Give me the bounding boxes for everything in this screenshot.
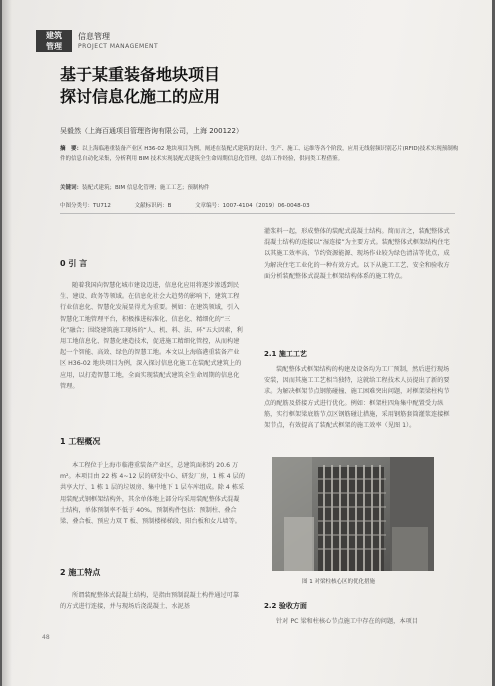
heading-acceptance: 2.2 验收方面 bbox=[264, 602, 307, 610]
keywords: 关键词：装配式建筑；BIM 信息化管理；施工工艺；预制构件 bbox=[60, 185, 210, 191]
journal-page bbox=[2, 0, 492, 686]
construction-process-text: 装配整体式框架结构的构建及设备均为工厂预制，然后进行现场安装，因而其施工工艺相当独特，这就给工程技术人员提出了新的要求。为解决框架节点钢筋碰撞、施工困难突出问题，对框架梁柱构节点的配筋及搭接方式进行优化。例如：框架柱四角集中配置受力纵筋，实行框架梁底筋节点区钢筋碰让措施，采用钢筋套筒灌浆连接框架节点，有效提高了装配式框架的施工效率（见图 1）。 bbox=[264, 366, 450, 430]
introduction-text: 随着我国向智慧化城市建设迈进，信息化应用将逐步渗透到民生、建设、政务等领域。在信息化社会大趋势的影响下，建筑工程行业信息化、智慧化发展显得尤为重要。例如：在建筑领域，引入智慧化工地管理平台，积极推进标准化、信息化、精细化的“三化”融合；围绕建筑施工现场的“人、机、料、法、环”五大因素，利用工地信息化、智慧化建造技术，促进施工精细化管控，从而构建起一个智能、高效、绿色的智慧工地。本文以上海临港重装备产业区 H36-02 地块项目为例，深入探讨信息化施工在装配式建筑上的应用，以打造智慧工地，全面实现装配式建筑全生命周期的信息化管理。 bbox=[60, 282, 243, 390]
page-number: 48 bbox=[42, 634, 50, 641]
section-title-en: PROJECT MANAGEMENT bbox=[78, 43, 159, 50]
journal-logo: 建筑 管理 bbox=[36, 30, 72, 52]
figure-1-photo bbox=[272, 457, 434, 571]
heading-project-overview: 1 工程概况 bbox=[60, 437, 101, 446]
heading-construction-process: 2.1 施工工艺 bbox=[264, 350, 307, 358]
section-title: 信息管理 bbox=[78, 32, 110, 41]
abstract: 摘 要：以上海临港重装备产业区 H36-02 地块项目为例，阐述在装配式建筑的设计、生产、施工、运维等各个阶段，应用无线射频识别芯片(RFID)技术实现预制构件的信息自动化采集，分析利用 BIM 技术实现装配式建筑全生命周期信息化管理，总结工作经验，供同类工程借鉴。 bbox=[60, 146, 459, 162]
continued-text: 灌浆料一起，形成整体的装配式混凝土结构。简而言之，装配整体式混凝土结构的连接以“湿连接”为主要方式。装配整体式框架结构住宅以其施工效率高、节约资源能源、现场作业较为绿色清洁等优点，成为解决住宅工业化的一种有效方式。以下从施工工艺、安全和验收方面分析装配整体式混凝土框架结构体系的施工特点。 bbox=[264, 228, 450, 280]
acceptance-text: 针对 PC 梁和柱核心节点施工中存在的问题，本项目 bbox=[276, 618, 418, 625]
figure-1-caption: 图 1 对梁柱核心区的优化措施 bbox=[302, 579, 375, 585]
construction-features-text: 所谓装配整体式混凝土结构，是指由预制混凝土构件通过可靠的方式进行连接，并与现场后浇混凝土、水泥基 bbox=[60, 592, 240, 611]
rebar-formwork-photo bbox=[272, 457, 434, 571]
heading-construction-features: 2 施工特点 bbox=[60, 568, 101, 577]
header-divider bbox=[60, 213, 455, 214]
heading-introduction: 0 引 言 bbox=[60, 259, 88, 268]
page-binding-shadow bbox=[2, 0, 12, 686]
article-author: 吴毅然（上海百通项目管理咨询有限公司，上海 200122） bbox=[60, 127, 243, 135]
article-title: 基于某重装备地块项目 探讨信息化施工的应用 bbox=[60, 65, 221, 106]
project-overview-text: 本工程位于上海市临港重装备产业区，总建筑面积约 20.6 万 m²。本项目由 22 栋 4~12 层的研发中心、研发厂房，1 栋 4 层的共享大厅、1 栋 1 层的垃圾房、集中地下 1 层车库组成。除 4 栋采用装配式钢框架结构外，其余单体地上部分均采用装配整体式混凝土结构，单体预制率不低于 40%。预制构件包括：预制柱、叠合梁、叠合板、预应力双 T 板、预制楼梯梯段、阳台板和女儿墙等。 bbox=[60, 462, 245, 526]
classification-line: 中图分类号：TU712 文献标识码：B 文章编号：1007-4104（2019）06-0048-03 bbox=[60, 203, 310, 209]
